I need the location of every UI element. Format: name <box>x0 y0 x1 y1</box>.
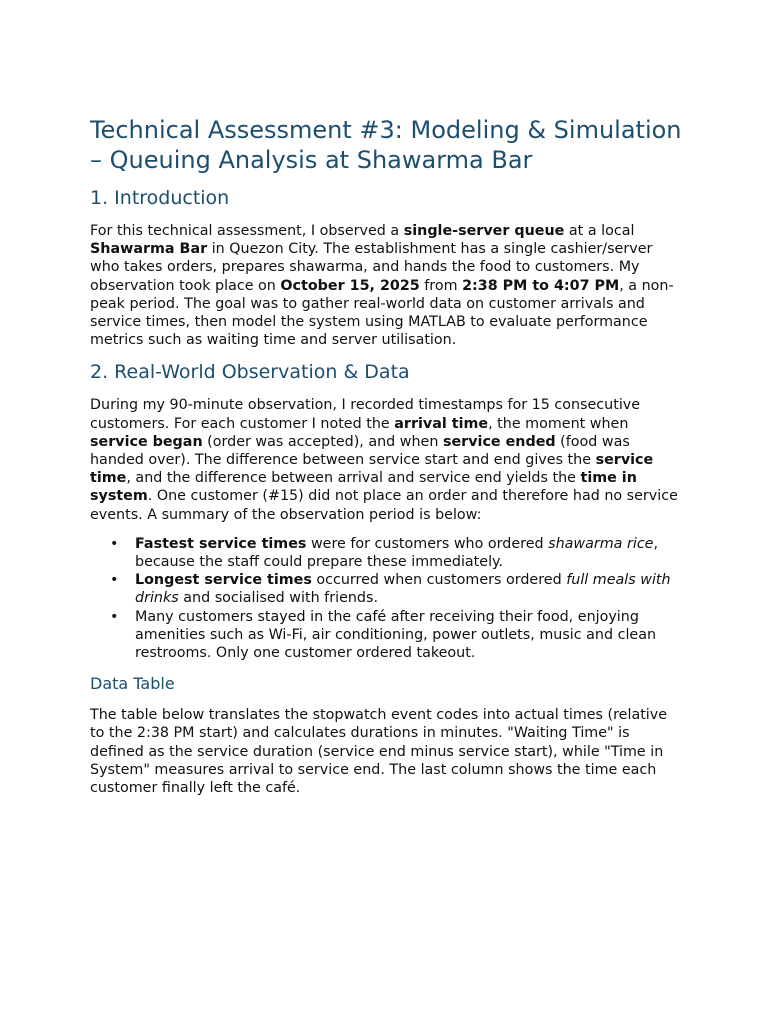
document-content <box>90 115 682 797</box>
data-table-paragraph: The table below translates the stopwatch event codes into actual times (relative to the 2:38 PM start) and calculates durations in minutes. "Waiting Time" is defined as the service duration (service end minus service start), while "Time in System" measures arrival to service end. The last column shows the time each customer finally left the café. <box>90 707 668 797</box>
list-item: • Fastest service times were for customers who ordered shawarma rice, because the staff could prepare these immediately. <box>90 535 682 571</box>
list-item: • Many customers stayed in the café after receiving their food, enjoying amenities such as Wi-Fi, air conditioning, power outlets, music and clean restrooms. Only one customer ordered takeout. <box>90 608 682 663</box>
section-heading-observation: 2. Real-World Observation & Data <box>90 361 410 384</box>
subsection-heading-data-table: Data Table <box>90 674 175 694</box>
introduction-paragraph: For this technical assessment, I observed a single-server queue at a local Shawarma Bar in Quezon City. The establishment has a single cashier/server who takes orders, prepares shawarma, and hands the food to customers. My observation took place on October 15, 2025 from 2:38 PM to 4:07 PM, a non-peak period. The goal was to gather real-world data on customer arrivals and service times, then model the system using MATLAB to evaluate performance metrics such as waiting time and server utilisation. <box>90 223 674 349</box>
list-item: • Longest service times occurred when customers ordered full meals with drinks and socialised with friends. <box>90 571 682 607</box>
observation-summary-list <box>90 535 682 662</box>
section-heading-introduction: 1. Introduction <box>90 187 230 209</box>
document-title: Technical Assessment #3: Modeling & Simulation – Queuing Analysis at Shawarma Bar <box>90 116 682 174</box>
observation-paragraph: During my 90-minute observation, I recorded timestamps for 15 consecutive customers. For each customer I noted the arrival time, the moment when service began (order was accepted), and when service ended (food was handed over). The difference between service start and end gives the service time, and the difference between arrival and service end yields the time in system. One customer (#15) did not place an order and therefore had no service events. A summary of the observation period is below: <box>90 397 678 523</box>
